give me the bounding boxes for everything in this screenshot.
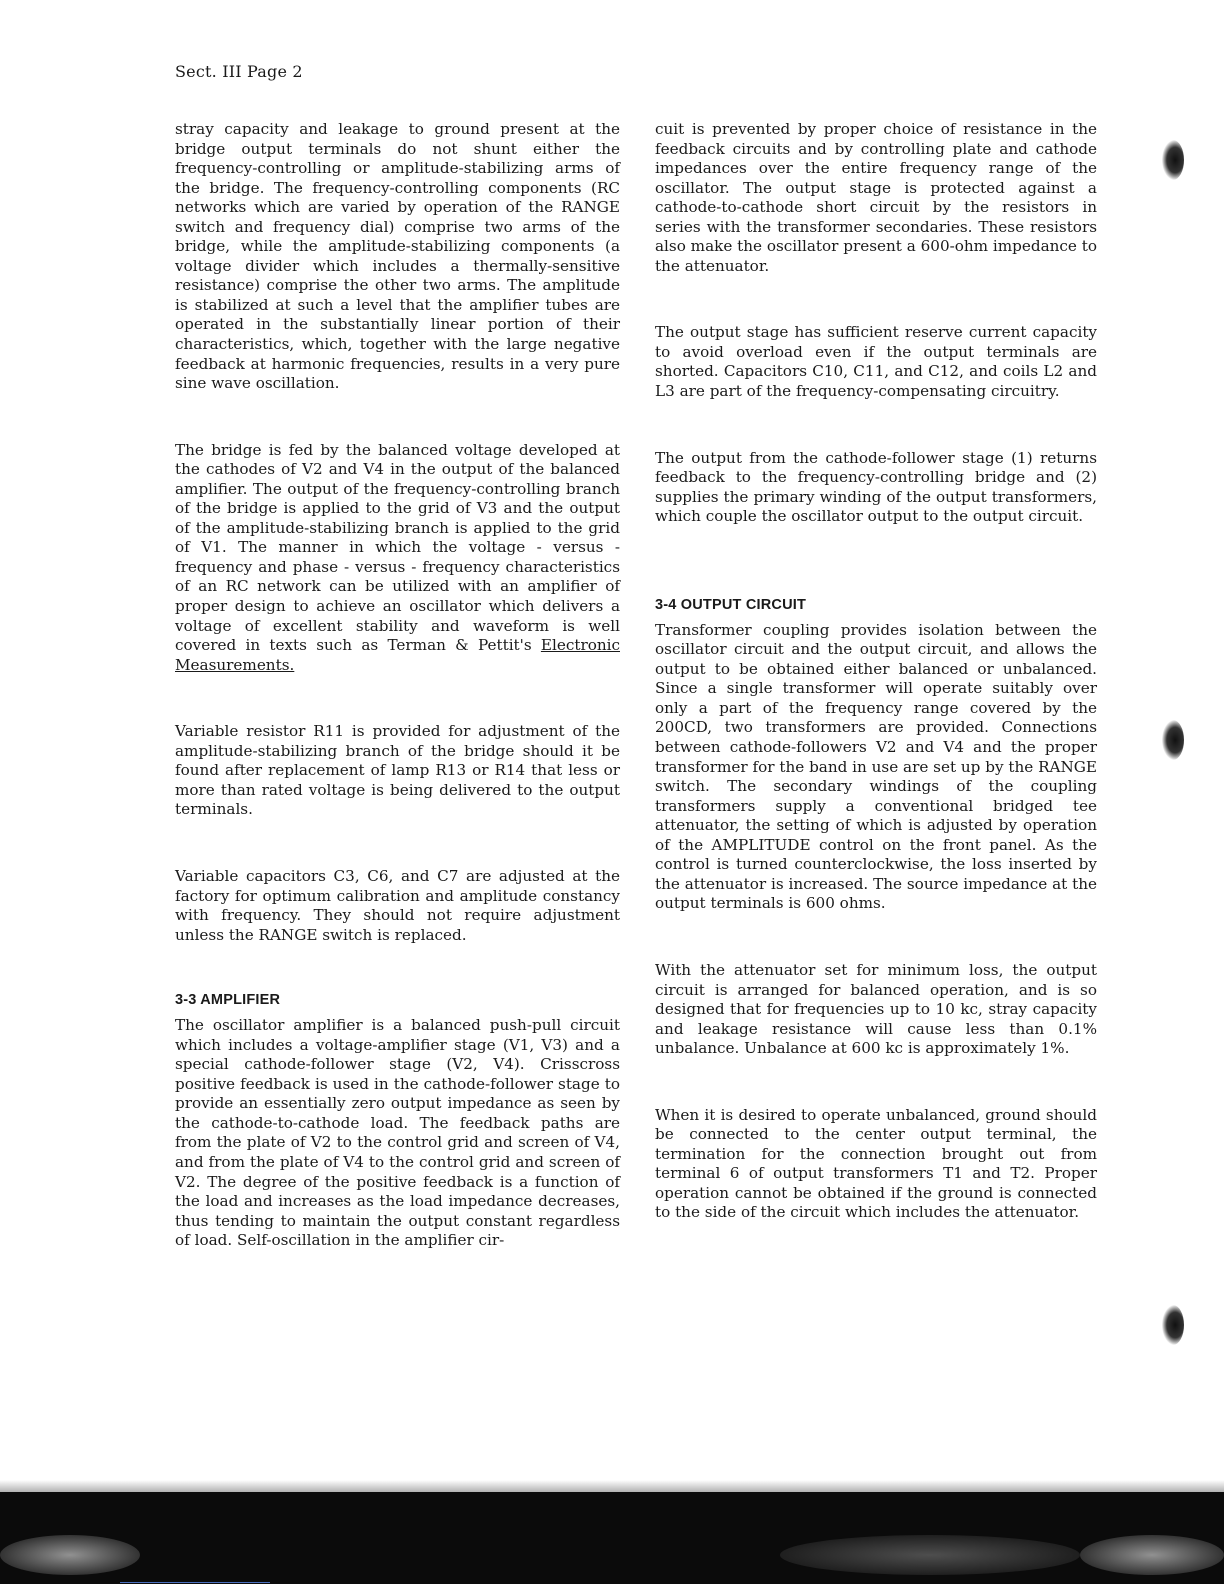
paragraph-variable-capacitors: Variable capacitors C3, C6, and C7 are adjusted at the factory for optimum calibration and amplitude constancy with frequency. They should not require adjustment unless the RANGE switch is replaced. [175,866,620,944]
binding-hole-bottom [1162,1305,1184,1345]
paragraph-transformer-coupling: Transformer coupling provides isolation between the oscillator circuit and the output circuit, and allows the output to be obtained either balanced or unbalanced. Since a single transformer will operate suitably over only a part of the frequency range covered by the 200CD, two transformers are provided. Connections between cathode-followers V2 and V4 and the proper transformer for the band in use are set up by the RANGE switch. The secondary windings of the coupling transformers supply a conventional bridged tee attenuator, the setting of which is adjusted by operation of the AMPLITUDE control on the front panel. As the control is turned counterclockwise, the loss inserted by the attenuator is increased. The source impedance at the output terminals is 600 ohms. [655,620,1097,913]
section-heading-output-circuit: 3-4 OUTPUT CIRCUIT [655,596,807,613]
binding-hole-top [1162,140,1184,180]
paragraph-bridge-arms: stray capacity and leakage to ground present at the bridge output terminals do not shunt either the frequency-controlling or amplitude-stabilizing arms of the bridge. The frequency-controlling components (RC networks which are varied by operation of the RANGE switch and frequency dial) comprise two arms of the bridge, while the amplitude-stabilizing components (a voltage divider which includes a thermally-sensitive resistance) comprise the other two arms. The amplitude is stabilized at such a level that the amplifier tubes are operated in the substantially linear portion of their characteristics, which, together with the large negative feedback at harmonic frequencies, results in a very pure sine wave oscillation. [175,120,620,393]
paragraph-cathode-follower: The output from the cathode-follower stage (1) returns feedback to the frequency-controlling bridge and (2) supplies the primary winding of the output transformers, which couple the oscillator output to the output circuit. [655,448,1097,526]
paragraph-bridge-feed [175,441,620,676]
section-heading-amplifier: 3-3 AMPLIFIER [175,992,281,1009]
scan-smudge-left [0,1535,140,1575]
paragraph-variable-resistor: Variable resistor R11 is provided for adjustment of the amplitude-stabilizing branch of the bridge should it be found after replacement of lamp R13 or R14 that less or more than rated voltage is being delivered to the output terminals. [175,722,620,819]
page-header: Sect. III Page 2 [175,62,303,81]
binding-hole-middle [1162,720,1184,760]
scan-smudge-right [1080,1535,1224,1575]
scan-link-line [120,1582,270,1583]
scan-bottom-edge [0,1492,1224,1584]
paragraph-self-oscillation: cuit is prevented by proper choice of resistance in the feedback circuits and by controlling plate and cathode impedances over the entire frequency range of the oscillator. The output stage is protected against a cathode-to-cathode short circuit by the resistors in series with the transformer secondaries. These resistors also make the oscillator present a 600-ohm impedance to the attenuator. [655,120,1097,275]
paragraph-balanced-operation: With the attenuator set for minimum loss, the output circuit is arranged for balanced operation, and is so designed that for frequencies up to 10 kc, stray capacity and leakage resistance will cause less than 0.1% unbalance. Unbalance at 600 kc is approximately 1%. [655,960,1097,1058]
paragraph-unbalanced-operation: When it is desired to operate unbalanced, ground should be connected to the center output terminal, the termination for the connection brought out from terminal 6 of output transformers T1 and T2. Proper operation cannot be obtained if the ground is connected to the side of the circuit which includes the attenuator. [655,1105,1097,1222]
scan-smudge-middle [780,1535,1080,1575]
right-column [655,120,1097,1223]
paragraph-output-stage: The output stage has sufficient reserve current capacity to avoid overload even if the output terminals are shorted. Capacitors C10, C11, and C12, and coils L2 and L3 are part of the frequency-compensating circuitry. [655,323,1097,401]
bridge-feed-text: The bridge is fed by the balanced voltage developed at the cathodes of V2 and V4 in the output of the balanced amplifier. The output of the frequency-controlling branch of the bridge is applied to the grid of V3 and the output of the amplitude-stabilizing branch is applied to the grid of V1. The manner in which the voltage - versus - frequency and phase - versus - frequency characteristics of an RC network can be utilized with an amplifier of proper design to achieve an oscillator which delivers a voltage of excellent stability and waveform is well covered in texts such as Terman & Pettit's [175,440,620,655]
paragraph-amplifier: The oscillator amplifier is a balanced push-pull circuit which includes a voltage-amplifier stage (V1, V3) and a special cathode-follower stage (V2, V4). Crisscross positive feedback is used in the cathode-follower stage to provide an essentially zero output impedance as seen by the cathode-to-cathode load. The feedback paths are from the plate of V2 to the control grid and screen of V4, and from the plate of V4 to the control grid and screen of V2. The degree of the positive feedback is a function of the load and increases as the load impedance decreases, thus tending to maintain the output constant regardless of load. Self-oscillation in the amplifier cir- [175,1016,620,1250]
book-title-electronic-measurements: Electronic Measurements. [175,636,620,674]
left-column [175,120,620,1251]
